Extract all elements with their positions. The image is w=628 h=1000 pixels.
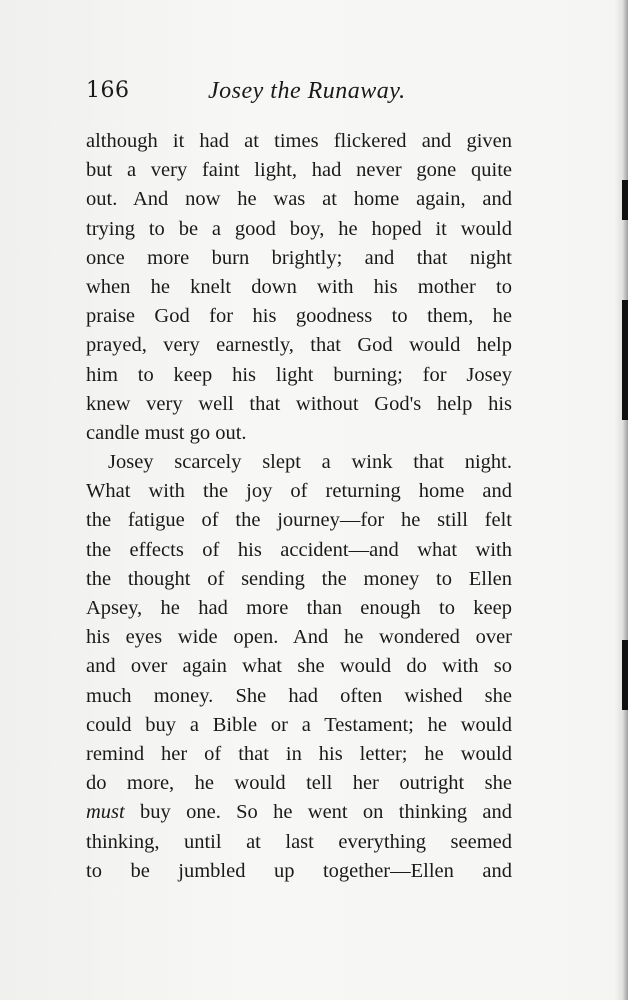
text-line: although it had at times flickered and given [86, 130, 512, 152]
text-line: knew very well that without God's help his [86, 392, 512, 415]
page-edge-shadow [614, 0, 628, 1000]
body-text [86, 127, 512, 886]
running-title: Josey the Runaway. [208, 78, 406, 104]
text-line: the thought of sending the money to Ellen [86, 567, 512, 590]
text-line: once more burn brightly; and that night [86, 246, 512, 269]
italic-word: must [86, 801, 125, 824]
text-line-rest: buy one. So he went on thinking and [124, 801, 512, 824]
text-line: when he knelt down with his mother to [86, 275, 512, 298]
text-line: his eyes wide open. And he wondered over [86, 626, 512, 649]
page-number: 166 [86, 78, 130, 103]
text-line: out. And now he was at home again, and [86, 188, 512, 211]
text-line: Apsey, he had more than enough to keep [86, 597, 512, 619]
edge-mark [622, 180, 628, 220]
edge-mark [622, 300, 628, 420]
text-line: but a very faint light, had never gone quite [86, 159, 512, 182]
page-header [86, 78, 526, 112]
text-line: him to keep his light burning; for Josey [86, 363, 512, 386]
text-line: trying to be a good boy, he hoped it would [86, 217, 512, 240]
text-line: could buy a Bible or a Testament; he would [86, 713, 512, 736]
text-line: to be jumbled up together—Ellen and [86, 859, 512, 882]
text-line: the fatigue of the journey—for he still felt [86, 509, 512, 532]
edge-mark [622, 640, 628, 710]
text-line: much money. She had often wished she [86, 684, 512, 707]
text-line: and over again what she would do with so [86, 655, 512, 678]
text-line: What with the joy of returning home and [86, 480, 512, 503]
paragraph-end-line: candle must go out. [86, 421, 247, 444]
text-line: the effects of his accident—and what with [86, 538, 512, 561]
text-line: do more, he would tell her outright she [86, 772, 512, 795]
text-line: thinking, until at last everything seemed [86, 830, 512, 853]
text-line: remind her of that in his letter; he would [86, 742, 512, 765]
text-line-with-italic [86, 798, 512, 827]
text-line: prayed, very earnestly, that God would help [86, 334, 512, 357]
paragraph-start-line: Josey scarcely slept a wink that night. [108, 451, 512, 474]
text-line: praise God for his goodness to them, he [86, 305, 512, 328]
